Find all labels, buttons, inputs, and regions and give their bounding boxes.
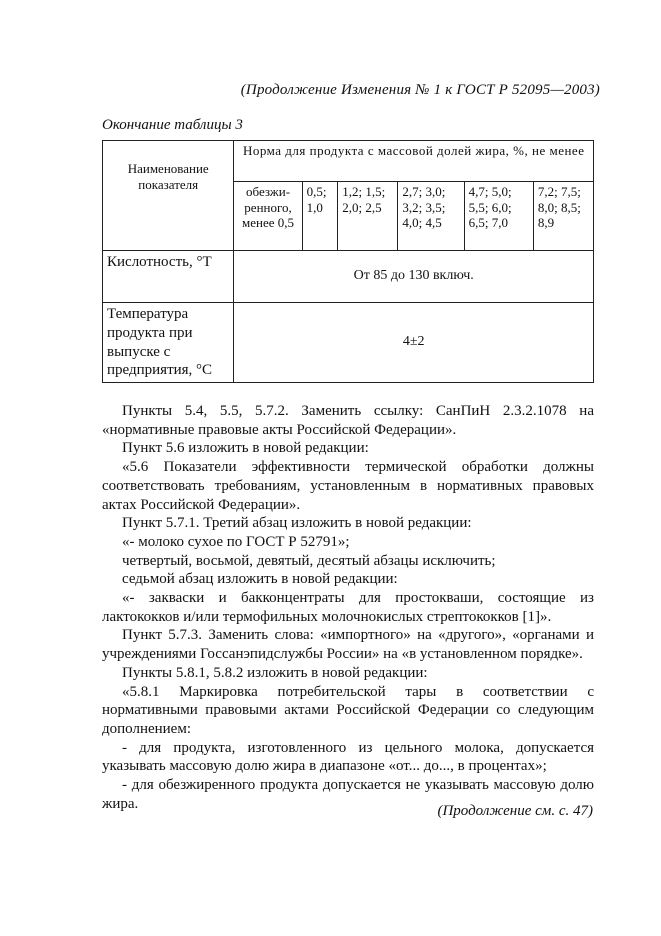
paragraph: «- молоко сухое по ГОСТ Р 52791»; — [122, 533, 350, 550]
paragraph: Пункт 5.6 изложить в новой редакции: — [122, 440, 369, 457]
col-norm-header: Норма для продукта с массовой долей жира, %, не менее — [234, 141, 594, 182]
subcolumn-4-7: 4,7; 5,0; 5,5; 6,0; 6,5; 7,0 — [464, 182, 533, 251]
row-name-acidity: Кислотность, °Т — [103, 251, 234, 303]
body-text — [102, 402, 594, 813]
paragraph: - для обезжиренного продукта допускается не указывать массовую долю жира. — [102, 777, 594, 812]
paragraph: «5.8.1 Маркировка потребительской тары в соответствии с нормативными правовыми актами Российской Федерации со следующим дополнением: — [102, 683, 594, 737]
continuation-footer: (Продолжение см. с. 47) — [437, 803, 593, 819]
table-caption: Окончание таблицы 3 — [102, 117, 243, 133]
subcolumn-7-2: 7,2; 7,5; 8,0; 8,5; 8,9 — [533, 182, 593, 251]
paragraph: «5.6 Показатели эффективности термической обработки должны соответствовать требованиям, установленным в нормативных правовых актах Российской Федерации». — [102, 459, 594, 513]
paragraph: седьмой абзац изложить в новой редакции: — [122, 571, 398, 588]
subcolumn-2-7: 2,7; 3,0; 3,2; 3,5; 4,0; 4,5 — [398, 182, 464, 251]
table-row — [103, 251, 594, 303]
paragraph: «- закваски и бакконцентраты для простокваши, состоящие из лактококков и/или термофильных молочнокислых стрептококков [1]». — [102, 590, 594, 625]
row-value-acidity: От 85 до 130 включ. — [234, 251, 594, 303]
table-row — [103, 303, 594, 383]
subcolumn-1-2: 1,2; 1,5; 2,0; 2,5 — [338, 182, 398, 251]
table-3 — [102, 140, 594, 383]
paragraph: Пункт 5.7.3. Заменить слова: «импортного» на «другого», «органами и учреждениями Госсанэпидслужбы России» на «в установленном порядке». — [102, 627, 594, 663]
continuation-header: (Продолжение Изменения № 1 к ГОСТ Р 52095—2003) — [240, 82, 600, 98]
paragraph: - для продукта, изготовленного из цельного молока, допускается указывать массовую долю жира в диапазоне «от... до..., в процентах»; — [102, 739, 594, 775]
subcolumn-0-5: 0,5; 1,0 — [302, 182, 338, 251]
paragraph: Пункты 5.4, 5.5, 5.7.2. Заменить ссылку: СанПиН 2.3.2.1078 на «нормативные правовые акты Российской Федерации». — [102, 403, 594, 438]
row-name-temperature: Температура продукта при выпуске с предприятия, °С — [103, 303, 234, 383]
col-name-header: Наименование показателя — [103, 141, 234, 251]
paragraph: четвертый, восьмой, девятый, десятый абзацы исключить; — [122, 552, 496, 569]
row-value-temperature: 4±2 — [234, 303, 594, 383]
subcolumn-skim: обезжи-ренного, менее 0,5 — [234, 182, 302, 251]
paragraph: Пункты 5.8.1, 5.8.2 изложить в новой редакции: — [122, 664, 428, 681]
paragraph: Пункт 5.7.1. Третий абзац изложить в новой редакции: — [122, 515, 472, 532]
